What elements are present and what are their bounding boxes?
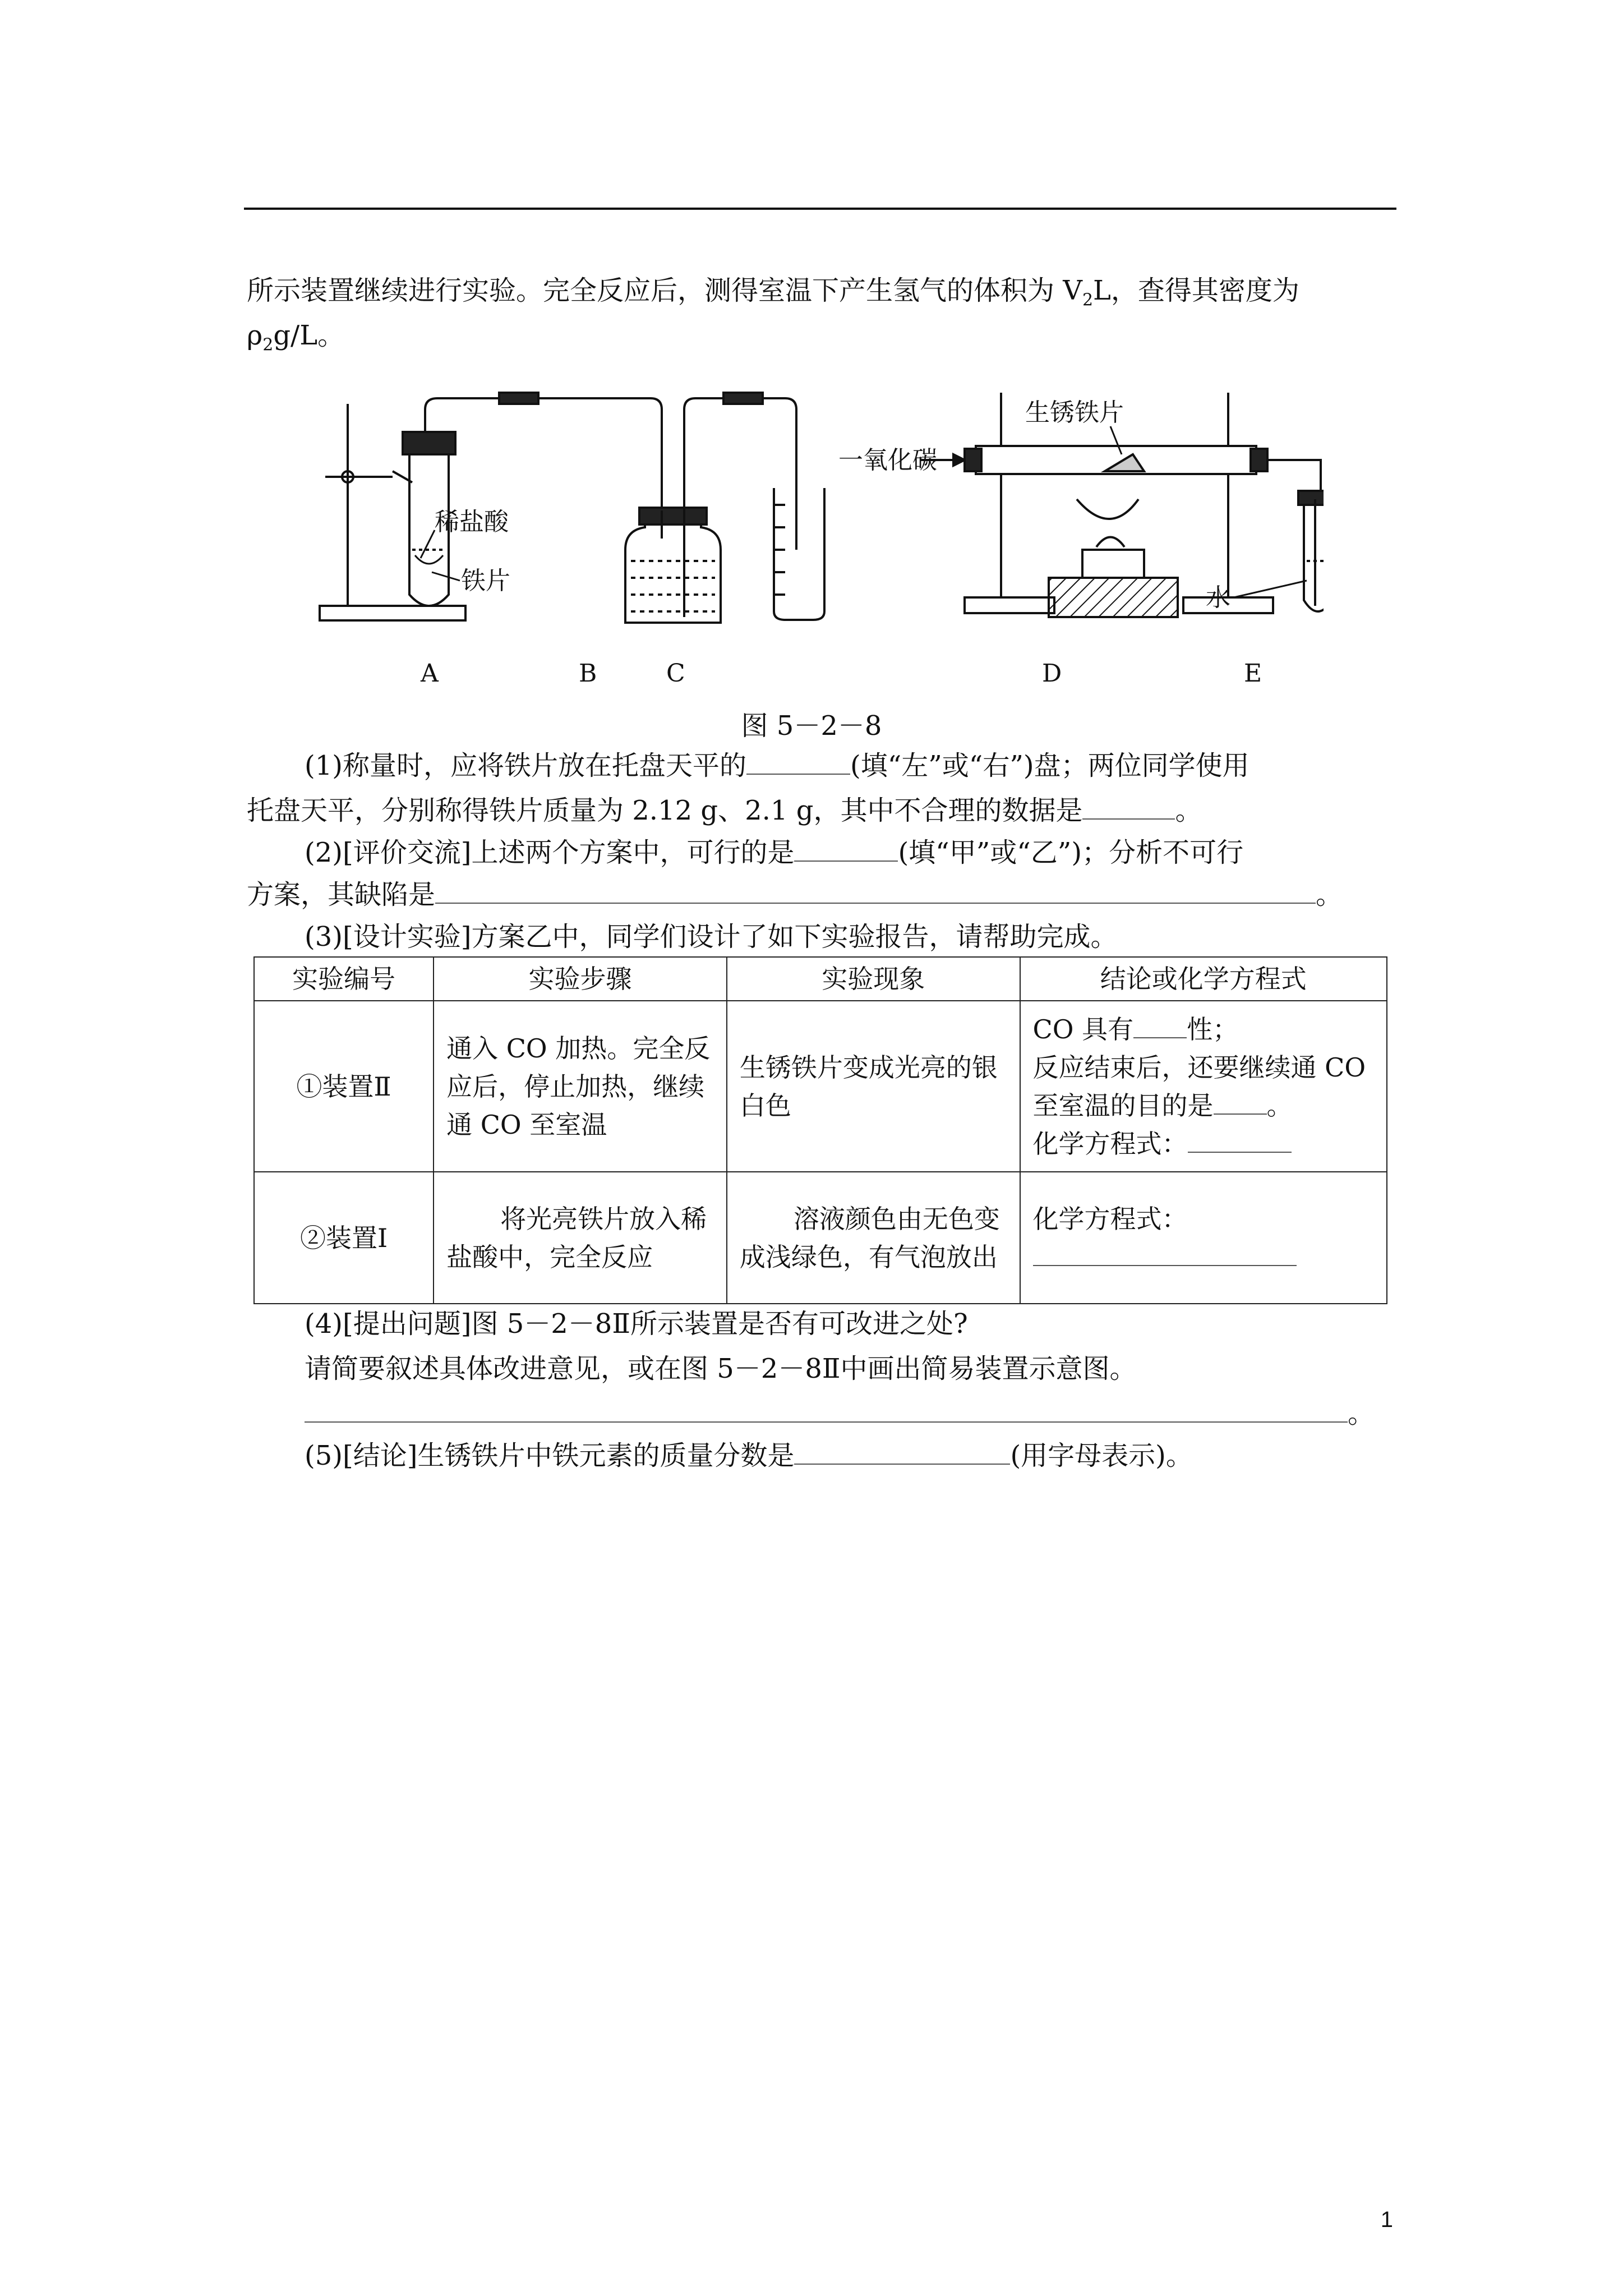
blank-iron-fraction[interactable] [794, 1438, 1010, 1465]
label-dilute-hcl: 稀盐酸 [435, 508, 509, 536]
label-e: E [1244, 659, 1262, 688]
question-2-line-2: 方案，其缺陷是 。 [247, 872, 1343, 917]
label-c: C [666, 659, 685, 688]
question-5: (5)[结论]生锈铁片中铁元素的质量分数是 (用字母表示)。 [305, 1433, 1193, 1478]
header-id: 实验编号 [254, 957, 434, 1001]
label-water: 水 [1206, 583, 1230, 612]
blank-improvement[interactable] [305, 1396, 1348, 1423]
apparatus-d [965, 393, 1321, 617]
blank-co-property[interactable] [1133, 1011, 1187, 1038]
question-3: (3)[设计实验]方案乙中，同学们设计了如下实验报告，请帮助完成。 [305, 921, 1118, 953]
table-header-row [254, 957, 1387, 1001]
experiment-report-table [253, 956, 1387, 1304]
header-steps: 实验步骤 [434, 957, 727, 1001]
table-row [254, 1001, 1387, 1172]
blank-plan-defect[interactable] [435, 877, 1316, 904]
row1-phenomenon: 生锈铁片变成光亮的银白色 [727, 1001, 1020, 1172]
page-number: 1 [1380, 2207, 1393, 2232]
row1-conclusion: CO 具有 性； 反应结束后，还要继续通 CO 至室温的目的是 。 化学方程式： [1020, 1001, 1387, 1172]
apparatus-b [625, 393, 796, 623]
figure-caption: 图 5－2－8 [741, 710, 882, 742]
row2-step: 将光亮铁片放入稀盐酸中，完全反应 [434, 1172, 727, 1304]
row2-phenomenon: 溶液颜色由无色变成浅绿色，有气泡放出 [727, 1172, 1020, 1304]
question-4-line-1: (4)[提出问题]图 5－2－8Ⅱ所示装置是否有可改进之处? [305, 1308, 968, 1340]
label-carbon-monoxide: 一氧化碳 [838, 446, 937, 475]
blank-purpose[interactable] [1214, 1088, 1267, 1115]
label-iron-sheet: 铁片 [461, 567, 510, 595]
header-phenomenon: 实验现象 [727, 957, 1020, 1001]
question-1-line-1: (1)称量时，应将铁片放在托盘天平的 (填“左”或“右”)盘；两位同学使用 [305, 743, 1249, 788]
blank-feasible-plan[interactable] [794, 835, 898, 862]
question-1-line-2: 托盘天平，分别称得铁片质量为 2.12 g、2.1 g，其中不合理的数据是 。 [247, 788, 1202, 833]
blank-equation-2[interactable] [1033, 1239, 1297, 1266]
intro-line-2: $\rho_2g/L$。 [247, 320, 345, 355]
question-4-line-3: 。 [305, 1391, 1375, 1436]
blank-unreasonable-data[interactable] [1082, 793, 1175, 820]
row1-id: ①装置Ⅱ [254, 1001, 434, 1172]
blank-equation-1[interactable] [1188, 1126, 1292, 1153]
apparatus-c [774, 488, 824, 620]
blank-pan-side[interactable] [746, 748, 850, 775]
row2-conclusion: 化学方程式： [1020, 1172, 1387, 1304]
header-rule [244, 208, 1396, 210]
question-4-line-2: 请简要叙述具体改进意见，或在图 5－2－8Ⅱ中画出简易装置示意图。 [305, 1353, 1137, 1384]
row2-id: ②装置Ⅰ [254, 1172, 434, 1304]
intro-line-1: 所示装置继续进行实验。完全反应后，测得室温下产生氢气的体积为 $V_2L$，查得其密度为 [247, 275, 1299, 310]
header-conclusion: 结论或化学方程式 [1020, 957, 1387, 1001]
table-row [254, 1172, 1387, 1304]
row1-step: 通入 CO 加热。完全反应后，停止加热，继续通 CO 至室温 [434, 1001, 727, 1172]
question-2-line-1: (2)[评价交流]上述两个方案中，可行的是 (填“甲”或“乙”)；分析不可行 [305, 830, 1243, 875]
label-d: D [1042, 659, 1062, 688]
label-a: A [421, 659, 439, 688]
label-rusty-iron: 生锈铁片 [1025, 398, 1124, 427]
label-b: B [579, 659, 597, 688]
apparatus-figure [314, 387, 1324, 651]
apparatus-e [1298, 491, 1324, 611]
